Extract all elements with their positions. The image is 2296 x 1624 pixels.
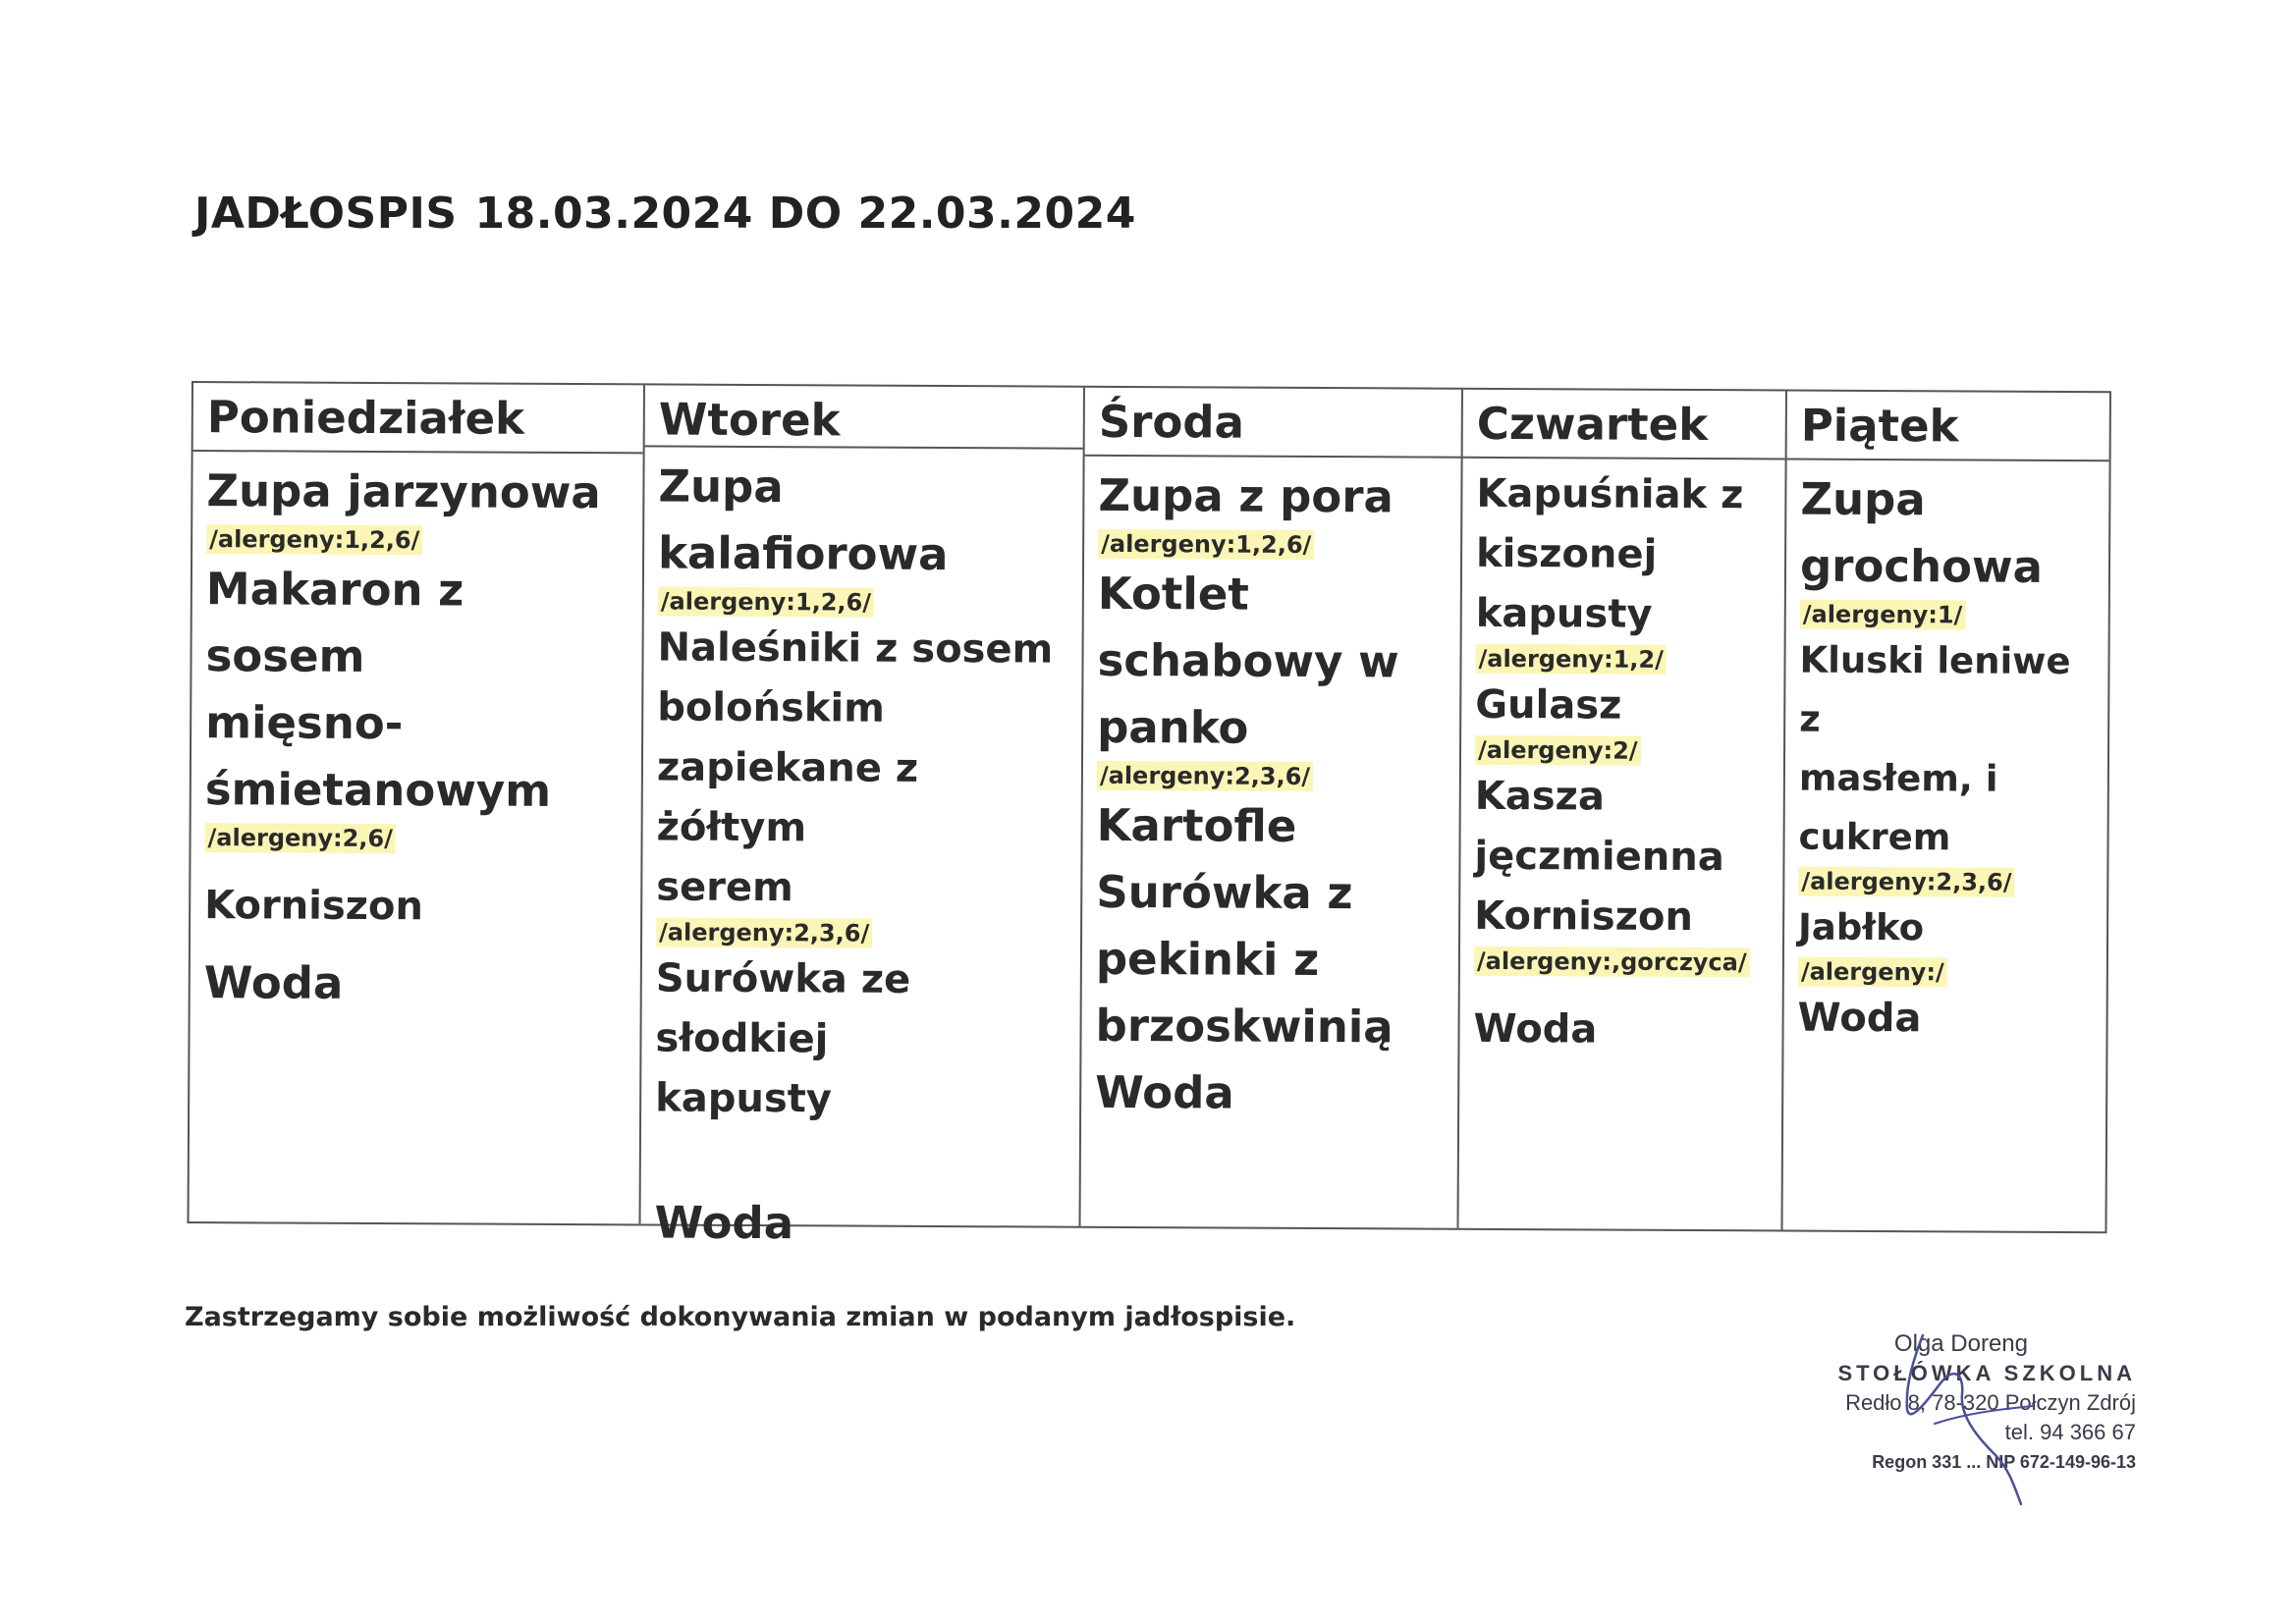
disclaimer-note: Zastrzegamy sobie możliwość dokonywania zmian w podanym jadłospisie.	[185, 1302, 1296, 1332]
allergen-label: /alergeny:1,2,6/	[206, 524, 422, 555]
dish-line: Surówka ze słodkiej	[655, 955, 911, 1062]
dish-line: kapusty	[655, 1075, 833, 1122]
allergen-label: /alergeny:,gorczyca/	[1474, 947, 1750, 977]
dish-line: Gulasz	[1475, 681, 1622, 729]
dish-line: cukrem	[1798, 815, 1951, 859]
dish-line: Woda	[654, 1196, 794, 1250]
stamp-title: STOŁÓWKA SZKOLNA	[1837, 1361, 2136, 1385]
dish-line: Korniszon	[204, 883, 424, 930]
day-column-thursday	[1459, 390, 1787, 1230]
day-body	[640, 447, 1082, 1258]
day-column-wednesday	[1081, 388, 1463, 1228]
dish-line: Woda	[1797, 995, 1922, 1042]
day-column-tuesday	[641, 385, 1085, 1250]
stamp-address: Redło 8, 78-320 Połczyn Zdrój	[1845, 1390, 2136, 1415]
allergen-label: /alergeny:/	[1798, 957, 1947, 988]
allergen-label: /alergeny:1,2/	[1475, 644, 1667, 675]
day-header: Środa	[1085, 388, 1461, 459]
dish-line: kapusty	[1475, 590, 1653, 637]
dish-line: Jabłko	[1797, 905, 1925, 949]
dish-line: kiszonej	[1475, 530, 1658, 577]
dish-line: Woda	[1095, 1065, 1234, 1119]
dish-line: Zupa kalafiorowa	[657, 460, 949, 581]
day-body	[1783, 460, 2108, 1051]
allergen-label: /alergeny:2/	[1475, 735, 1641, 766]
menu-table	[188, 381, 2111, 1250]
dish-line: śmietanowym	[204, 763, 552, 817]
dish-line: Zupa z pora	[1098, 468, 1394, 523]
dish-line: Kotlet	[1097, 567, 1249, 621]
dish-line: Makaron z sosem	[205, 563, 465, 682]
stamp-phone: tel. 94 366 67	[2004, 1420, 2136, 1444]
day-body	[191, 452, 643, 1018]
dish-line: Zupa jarzynowa	[206, 464, 601, 519]
dish-line: masłem, i	[1798, 756, 1998, 800]
day-column-monday	[190, 383, 645, 1223]
day-header: Piątek	[1787, 392, 2109, 462]
dish-line: Kluski leniwe z	[1799, 638, 2071, 740]
dish-line: jęczmienna	[1474, 833, 1724, 881]
dish-line: Surówka z	[1096, 865, 1353, 920]
allergen-label: /alergeny:2,3,6/	[1798, 867, 2014, 897]
dish-line: Woda	[1473, 1005, 1598, 1053]
dish-line: schabowy w	[1097, 633, 1399, 688]
dish-line: mięsno-	[205, 696, 404, 750]
dish-line: zapiekane z żółtym	[656, 744, 919, 851]
allergen-label: /alergeny:1,2,6/	[658, 586, 874, 617]
dish-line: serem	[656, 864, 793, 911]
day-body	[1459, 459, 1784, 1061]
allergen-label: /alergeny:2,3,6/	[1097, 761, 1313, 791]
dish-line: panko	[1097, 700, 1249, 754]
day-header: Poniedziałek	[193, 383, 643, 454]
dish-line: Kartofle	[1096, 798, 1297, 852]
allergen-label: /alergeny:2,3,6/	[656, 917, 872, 947]
dish-line: Kapuśniak z	[1476, 470, 1744, 518]
allergen-label: /alergeny:1,2,6/	[1098, 529, 1314, 560]
day-header: Czwartek	[1463, 390, 1785, 460]
dish-line: brzoskwinią	[1095, 999, 1394, 1054]
day-header: Wtorek	[645, 385, 1083, 449]
page-title	[194, 189, 1136, 239]
dish-line: grochowa	[1799, 539, 2044, 593]
dish-line: Korniszon	[1474, 893, 1694, 941]
day-body	[1081, 457, 1461, 1128]
dish-line: bolońskim	[657, 684, 885, 731]
stamp-regon: Regon 331 ... NIP 672-149-96-13	[1872, 1452, 2136, 1472]
dish-line: pekinki z	[1095, 932, 1320, 987]
stamp-name: Olga Doreng	[1893, 1330, 2028, 1357]
dish-line: Zupa	[1800, 472, 1926, 526]
signature-mark	[1846, 1316, 2082, 1512]
dish-line: Kasza	[1474, 773, 1606, 820]
dish-line: Woda	[203, 956, 344, 1009]
title-dates: 18.03.2024 DO 22.03.2024	[474, 189, 1136, 239]
day-column-friday	[1782, 392, 2108, 1232]
dish-line: Naleśniki z sosem	[657, 624, 1054, 673]
allergen-label: /alergeny:1/	[1800, 600, 1966, 630]
allergen-label: /alergeny:2,6/	[204, 823, 396, 853]
title-label: JADŁOSPIS	[194, 189, 458, 239]
